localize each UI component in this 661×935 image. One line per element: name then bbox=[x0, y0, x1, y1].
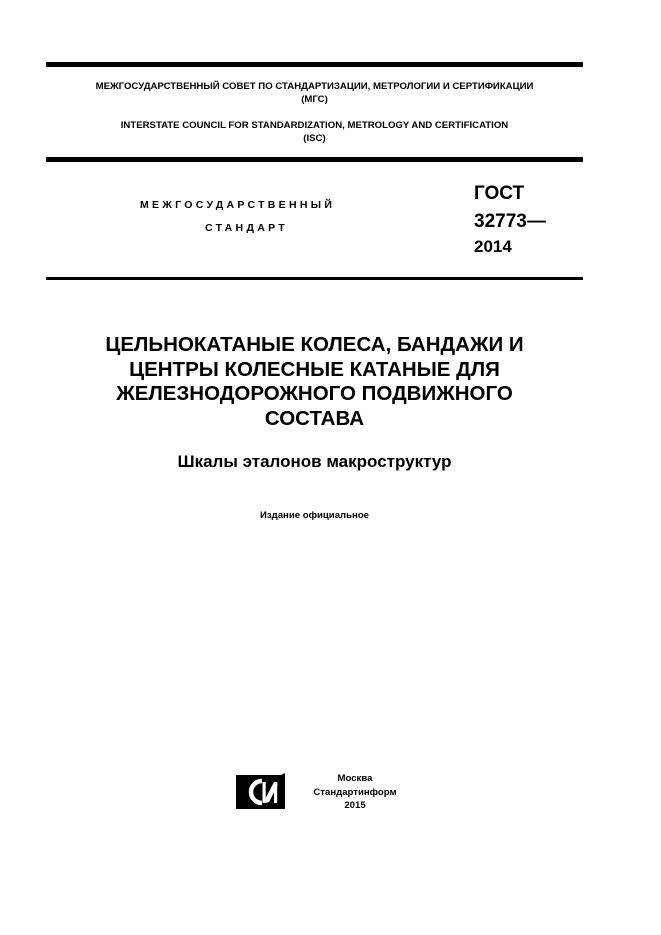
gost-label: ГОСТ bbox=[474, 183, 525, 204]
gost-number: 32773— bbox=[474, 211, 546, 232]
publisher-name: Стандартинформ bbox=[313, 786, 397, 798]
standartinform-logo-icon bbox=[234, 772, 287, 810]
standard-kind-line2: СТАНДАРТ bbox=[205, 222, 288, 234]
top-rule bbox=[46, 62, 583, 67]
publisher-city: Москва bbox=[337, 773, 373, 784]
title-line2: ЦЕНТРЫ КОЛЕСНЫЕ КАТАНЫЕ ДЛЯ bbox=[129, 357, 500, 381]
gost-designation bbox=[474, 180, 546, 258]
title-line1: ЦЕЛЬНОКАТАНЫЕ КОЛЕСА, БАНДАЖИ И bbox=[105, 333, 524, 356]
document-subtitle: Шкалы эталонов макроструктур bbox=[177, 452, 452, 471]
council-name-ru-line1: МЕЖГОСУДАРСТВЕННЫЙ СОВЕТ ПО СТАНДАРТИЗАЦИИ, МЕТРОЛОГИИ И СЕРТИФИКАЦИИ bbox=[95, 81, 534, 92]
title-line4: СОСТАВА bbox=[264, 406, 365, 430]
title-line3: ЖЕЛЕЗНОДОРОЖНОГО ПОДВИЖНОГО bbox=[116, 382, 513, 405]
publisher-year: 2015 bbox=[344, 800, 366, 811]
standard-kind-line1: МЕЖГОСУДАРСТВЕННЫЙ bbox=[140, 199, 336, 211]
publisher-block bbox=[300, 772, 410, 813]
council-name-ru bbox=[46, 80, 583, 106]
middle-rule bbox=[46, 157, 583, 162]
edition-note: Издание официальное bbox=[259, 510, 370, 521]
lower-rule bbox=[46, 277, 583, 280]
council-name-en bbox=[46, 119, 583, 145]
document-title bbox=[46, 333, 583, 431]
council-name-en-line1: INTERSTATE COUNCIL FOR STANDARDIZATION, METROLOGY AND CERTIFICATION bbox=[120, 120, 509, 131]
gost-year: 2014 bbox=[474, 237, 512, 256]
council-abbr-ru: (МГС) bbox=[301, 94, 328, 105]
council-abbr-en: (ISC) bbox=[303, 133, 326, 144]
